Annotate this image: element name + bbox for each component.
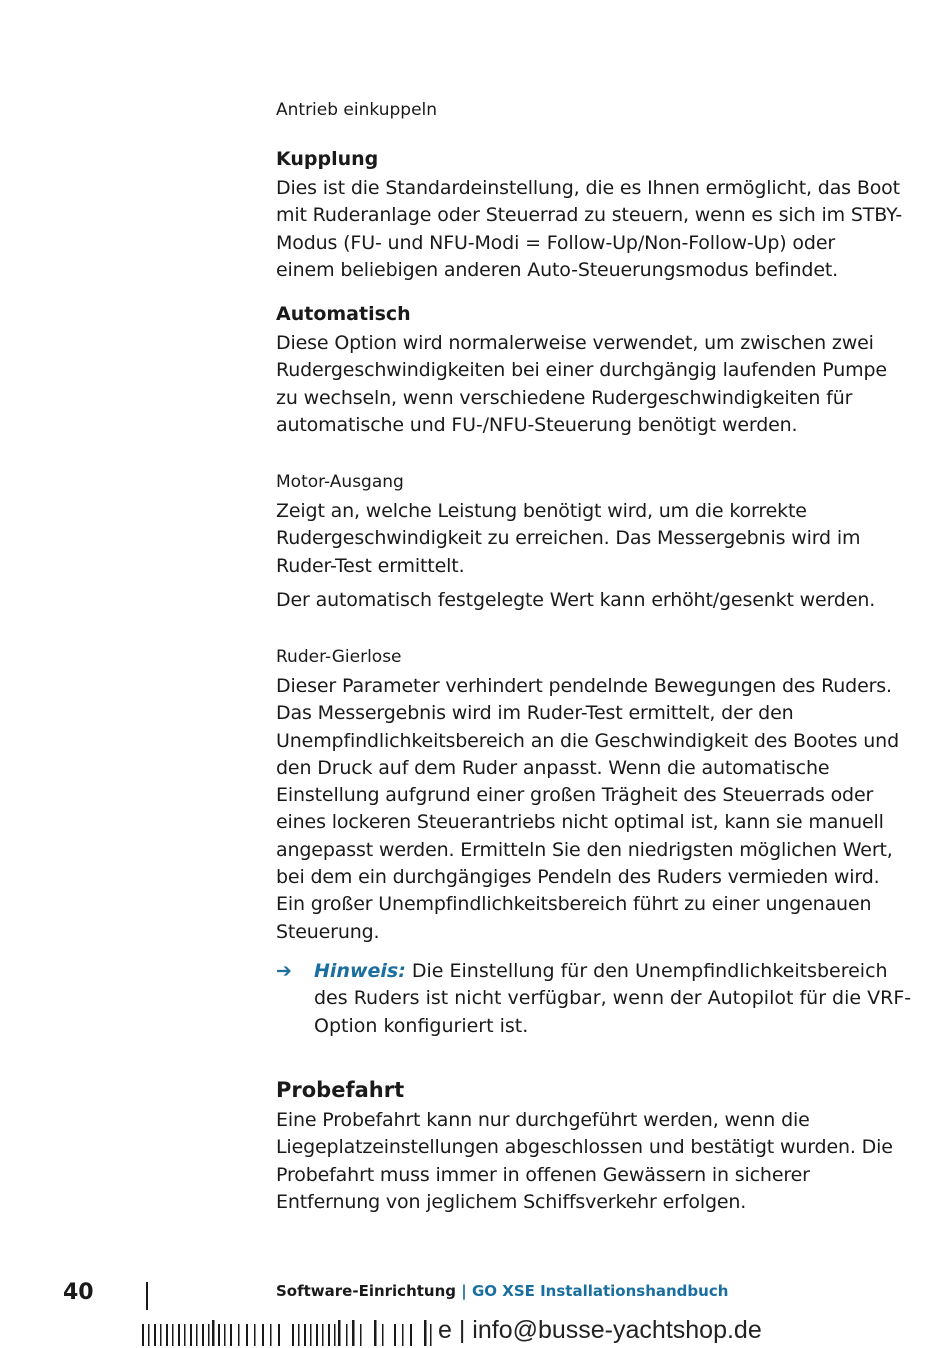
text-line: Liegeplatzeinstellungen abgeschlossen und bestätigt wurden. Die [276, 1136, 893, 1159]
footer-separator: | [456, 1282, 472, 1300]
kupplung-heading: Kupplung [276, 148, 379, 170]
kupplung-paragraph [276, 175, 903, 284]
hinweis-note [276, 958, 912, 1040]
footer-divider [146, 1282, 148, 1310]
text-line: Modus (FU- und NFU-Modi = Follow-Up/Non-Follow-Up) oder [276, 231, 836, 254]
ruder-gierlose-heading: Ruder-Gierlose [276, 647, 402, 667]
text-line: Einstellung aufgrund einer großen Trägheit des Steuerrads oder [276, 784, 874, 807]
watermark [142, 1314, 842, 1348]
text-line: bei dem ein durchgängiges Pendeln des Ruders vermieden wird. [276, 866, 880, 889]
text-line: den Druck auf dem Ruder anpasst. Wenn die automatische [276, 756, 830, 779]
text-line: eines lockeren Steuerantriebs nicht optimal ist, kann sie manuell [276, 811, 884, 834]
note-label: Hinweis: [314, 960, 406, 982]
text-line: Entfernung von jeglichem Schiffsverkehr erfolgen. [276, 1190, 747, 1213]
page-number: 40 [63, 1280, 94, 1305]
barcode-icon [142, 1320, 432, 1346]
text-line: automatische und FU-/NFU-Steuerung benötigt werden. [276, 413, 798, 436]
motor-ausgang-extra [276, 587, 888, 614]
text-line: Eine Probefahrt kann nur durchgeführt werden, wenn die [276, 1109, 810, 1131]
motor-ausgang-paragraph [276, 498, 888, 580]
watermark-text: e | info@busse-yachtshop.de [438, 1316, 762, 1344]
text-line: Diese Option wird normalerweise verwendet, um zwischen zwei [276, 332, 874, 354]
text-line: Unempfindlichkeitsbereich an die Geschwindigkeit des Bootes und [276, 729, 899, 752]
antrieb-heading: Antrieb einkuppeln [276, 100, 438, 120]
arrow-right-icon: ➔ [276, 960, 292, 982]
text-line: einem beliebigen anderen Auto-Steuerungsmodus befindet. [276, 258, 839, 281]
text-line: Rudergeschwindigkeit zu erreichen. Das Messergebnis wird im [276, 527, 861, 550]
text-line: Dieser Parameter verhindert pendelnde Bewegungen des Ruders. [276, 675, 892, 697]
text-line: Probefahrt muss immer in offenen Gewässern in sicherer [276, 1163, 810, 1186]
text-line: Das Messergebnis wird im Ruder-Test ermittelt, der den [276, 702, 794, 725]
text-line: Der automatisch festgelegte Wert kann erhöht/gesenkt werden. [276, 589, 876, 611]
text-line: Ein großer Unempfindlichkeitsbereich führt zu einer ungenauen [276, 893, 872, 916]
automatisch-paragraph [276, 330, 888, 439]
note-line: Option konfiguriert ist. [314, 1014, 529, 1037]
note-body [314, 958, 912, 1040]
text-line: mit Ruderanlage oder Steuerrad zu steuern, wenn es sich im STBY- [276, 204, 903, 227]
text-line: Dies ist die Standardeinstellung, die es Ihnen ermöglicht, das Boot [276, 177, 900, 199]
probefahrt-heading: Probefahrt [276, 1078, 405, 1102]
footer-title [276, 1282, 728, 1300]
footer-section: Software-Einrichtung [276, 1282, 457, 1300]
text-line: zu wechseln, wenn verschiedene Rudergeschwindigkeiten für [276, 386, 853, 409]
text-line: Zeigt an, welche Leistung benötigt wird, um die korrekte [276, 500, 807, 522]
footer-manual: GO XSE Installationshandbuch [471, 1282, 729, 1300]
text-line: angepasst werden. Ermitteln Sie den niedrigsten möglichen Wert, [276, 838, 893, 861]
motor-ausgang-heading: Motor-Ausgang [276, 472, 404, 492]
note-text: Die Einstellung für den Unempfindlichkeitsbereich [405, 960, 888, 982]
ruder-gierlose-paragraph [276, 673, 899, 946]
text-line: Rudergeschwindigkeiten bei einer durchgängig laufenden Pumpe [276, 359, 887, 382]
automatisch-heading: Automatisch [276, 303, 411, 325]
text-line: Ruder-Test ermittelt. [276, 554, 465, 577]
note-line: des Ruders ist nicht verfügbar, wenn der Autopilot für die VRF- [314, 987, 912, 1010]
note-line [314, 958, 888, 985]
text-line: Steuerung. [276, 920, 380, 943]
probefahrt-paragraph [276, 1107, 893, 1216]
